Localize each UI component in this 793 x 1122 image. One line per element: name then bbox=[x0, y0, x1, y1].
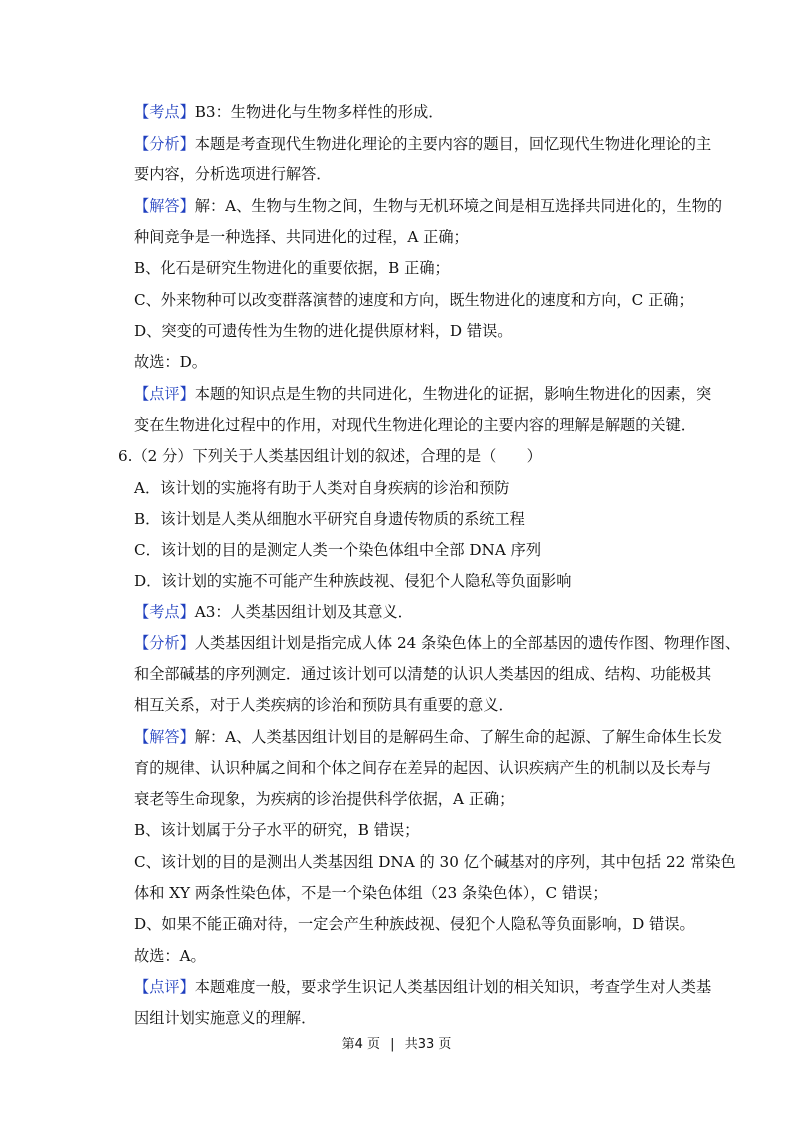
jieda-text: 解：A、人类基因组计划目的是解码生命、了解生命的起源、了解生命体生长发 bbox=[194, 728, 723, 746]
dianping-line bbox=[134, 977, 711, 997]
dianping-text: 变在生物进化过程中的作用，对现代生物进化理论的主要内容的理解是解题的关键． bbox=[134, 416, 696, 434]
jieda-text: C、该计划的目的是测出人类基因组 DNA 的 30 亿个碱基对的序列，其中包括 22 常染色 bbox=[134, 853, 736, 871]
dianping-text: 因组计划实施意义的理解． bbox=[134, 1009, 317, 1027]
dianping-text: 本题的知识点是生物的共同进化，生物进化的证据，影响生物进化的因素，突 bbox=[194, 385, 712, 403]
jieda-text: 衰老等生命现象，为疾病的诊治提供科学依据，A 正确； bbox=[134, 790, 515, 808]
fenxi-text: 要内容，分析选项进行解答． bbox=[134, 165, 332, 183]
page-footer bbox=[0, 1036, 793, 1054]
dianping-line bbox=[134, 384, 711, 404]
kaodian-text: A3：人类基因组计划及其意义． bbox=[194, 603, 413, 621]
option-c: C．该计划的目的是测定人类一个染色体组中全部 DNA 序列 bbox=[134, 541, 542, 559]
dianping-tag: 【点评】 bbox=[134, 978, 195, 996]
jieda-text: B、化石是研究生物进化的重要依据，B 正确； bbox=[134, 259, 450, 277]
fenxi-text: 和全部碱基的序列测定．通过该计划可以清楚的认识人类基因的组成、结构、功能极其 bbox=[134, 665, 712, 683]
footer-separator: | bbox=[390, 1037, 395, 1052]
jieda-text: 体和 XY 两条性染色体，不是一个染色体组（23 条染色体），C 错误； bbox=[134, 884, 608, 902]
fenxi-line bbox=[134, 134, 711, 154]
jieda-line bbox=[134, 727, 722, 747]
kaodian-line bbox=[134, 102, 443, 122]
jieda-text: C、外来物种可以改变群落演替的速度和方向，既生物进化的速度和方向，C 正确； bbox=[134, 291, 694, 309]
kaodian-text: B3：生物进化与生物多样性的形成． bbox=[194, 103, 444, 121]
fenxi-tag: 【分析】 bbox=[134, 634, 195, 652]
question-stem: 6.（2 分）下列关于人类基因组计划的叙述，合理的是（ ） bbox=[118, 447, 542, 465]
fenxi-text: 本题是考查现代生物进化理论的主要内容的题目，回忆现代生物进化理论的主 bbox=[194, 135, 712, 153]
jieda-tag: 【解答】 bbox=[134, 197, 195, 215]
kaodian-line bbox=[134, 602, 413, 622]
answer-choice: 故选：A。 bbox=[134, 947, 206, 965]
jieda-line bbox=[134, 196, 722, 216]
fenxi-tag: 【分析】 bbox=[134, 135, 195, 153]
fenxi-text: 相互关系，对于人类疾病的诊治和预防具有重要的意义． bbox=[134, 696, 514, 714]
option-d: D．该计划的实施不可能产生种族歧视、侵犯个人隐私等负面影响 bbox=[134, 572, 572, 590]
jieda-tag: 【解答】 bbox=[134, 728, 195, 746]
fenxi-text: 人类基因组计划是指完成人体 24 条染色体上的全部基因的遗传作图、物理作图、 bbox=[194, 634, 741, 652]
jieda-text: D、如果不能正确对待，一定会产生种族歧视、侵犯个人隐私等负面影响，D 错误。 bbox=[134, 915, 695, 933]
jieda-text: B、该计划属于分子水平的研究，B 错误； bbox=[134, 821, 420, 839]
page-number: 第4 页 bbox=[341, 1037, 381, 1052]
dianping-tag: 【点评】 bbox=[134, 385, 195, 403]
dianping-text: 本题难度一般，要求学生识记人类基因组计划的相关知识，考查学生对人类基 bbox=[194, 978, 712, 996]
option-b: B．该计划是人类从细胞水平研究自身遗传物质的系统工程 bbox=[134, 510, 525, 528]
jieda-text: 育的规律、认识种属之间和个体之间存在差异的起因、认识疾病产生的机制以及长寿与 bbox=[134, 759, 712, 777]
answer-choice: 故选：D。 bbox=[134, 353, 207, 371]
page-total: 共33 页 bbox=[404, 1037, 452, 1052]
kaodian-tag: 【考点】 bbox=[134, 103, 195, 121]
fenxi-line bbox=[134, 633, 740, 653]
jieda-text: D、突变的可遗传性为生物的进化提供原材料，D 错误。 bbox=[134, 322, 513, 340]
jieda-text: 解：A、生物与生物之间，生物与无机环境之间是相互选择共同进化的，生物的 bbox=[194, 197, 723, 215]
jieda-text: 种间竞争是一种选择、共同进化的过程，A 正确； bbox=[134, 228, 469, 246]
kaodian-tag: 【考点】 bbox=[134, 603, 195, 621]
option-a: A．该计划的实施将有助于人类对自身疾病的诊治和预防 bbox=[134, 479, 510, 497]
